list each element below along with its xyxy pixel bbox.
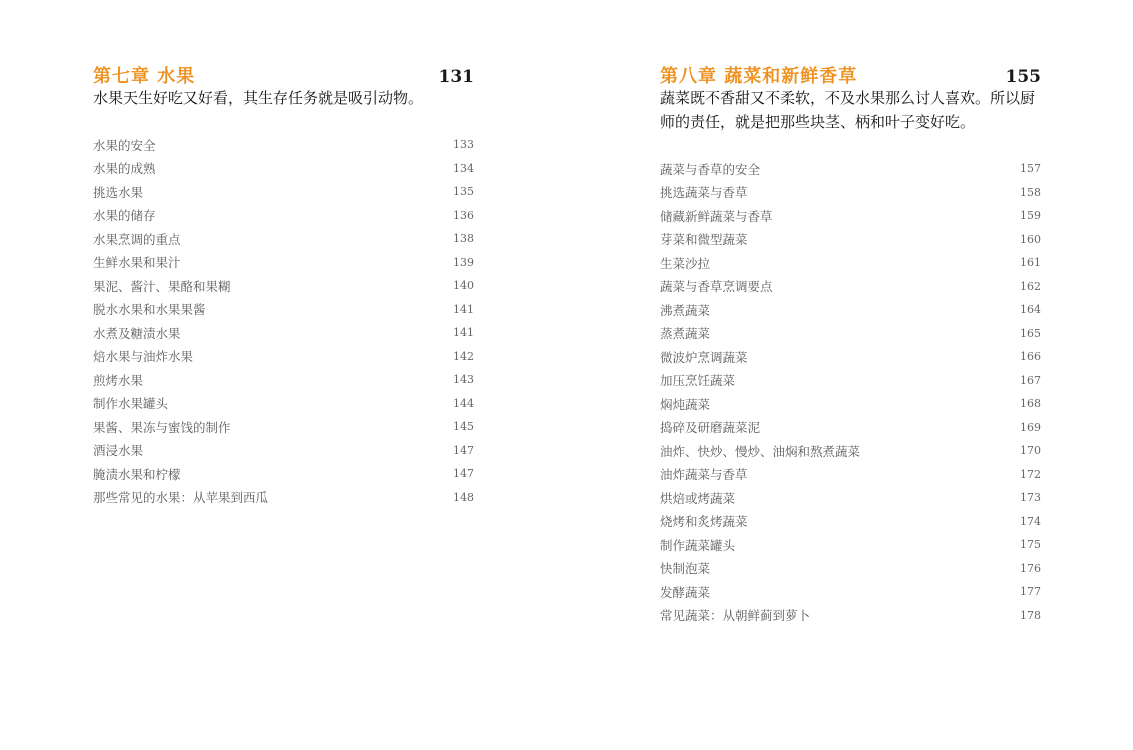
toc-entry-page: 162	[1020, 279, 1041, 293]
toc-entry-title: 水果的成熟	[93, 161, 156, 177]
toc-entry-title: 制作蔬菜罐头	[660, 537, 736, 553]
toc-entry[interactable]	[93, 368, 474, 392]
toc-entry-page: 174	[1020, 514, 1041, 528]
toc-entry[interactable]	[660, 604, 1041, 628]
toc-entry[interactable]	[660, 486, 1041, 510]
toc-entry-title: 腌渍水果和柠檬	[93, 466, 181, 482]
toc-entry-page: 167	[1020, 373, 1041, 387]
toc-entry-page: 135	[453, 185, 474, 199]
toc-entry-page: 177	[1020, 585, 1041, 599]
toc-entry-page: 138	[453, 232, 474, 246]
toc-entry-page: 147	[453, 467, 474, 481]
toc-entry-title: 蒸煮蔬菜	[660, 326, 711, 342]
toc-list	[93, 133, 474, 509]
chapter-intro: 蔬菜既不香甜又不柔软，不及水果那么讨人喜欢。所以厨师的责任，就是把那些块茎、柄和叶子变好吃。	[660, 89, 1036, 131]
toc-entry-page: 144	[453, 396, 474, 410]
toc-entry[interactable]	[660, 204, 1041, 228]
toc-entry-title: 果泥、酱汁、果酪和果糊	[93, 278, 231, 294]
toc-entry[interactable]	[93, 157, 474, 181]
toc-entry[interactable]	[660, 463, 1041, 487]
toc-entry[interactable]	[660, 510, 1041, 534]
toc-entry-title: 酒浸水果	[93, 443, 144, 459]
toc-entry[interactable]	[93, 392, 474, 416]
toc-entry[interactable]	[93, 415, 474, 439]
toc-entry-title: 蔬菜与香草的安全	[660, 161, 761, 177]
toc-entry-page: 164	[1020, 303, 1041, 317]
toc-entry-title: 储藏新鲜蔬菜与香草	[660, 208, 773, 224]
toc-entry-title: 挑选蔬菜与香草	[660, 185, 748, 201]
toc-entry[interactable]	[93, 251, 474, 275]
toc-entry[interactable]	[93, 133, 474, 157]
toc-entry[interactable]	[660, 533, 1041, 557]
toc-entry-page: 172	[1020, 467, 1041, 481]
toc-entry-title: 制作水果罐头	[93, 396, 169, 412]
toc-entry[interactable]	[660, 439, 1041, 463]
toc-entry[interactable]	[660, 345, 1041, 369]
toc-entry[interactable]	[660, 251, 1041, 275]
toc-entry[interactable]	[660, 228, 1041, 252]
chapter-page-number[interactable]: 155	[1005, 67, 1041, 87]
toc-entry-title: 发酵蔬菜	[660, 584, 711, 600]
toc-entry[interactable]	[93, 345, 474, 369]
toc-entry[interactable]	[660, 580, 1041, 604]
toc-entry-title: 水果的储存	[93, 208, 156, 224]
toc-entry-title: 沸煮蔬菜	[660, 302, 711, 318]
toc-entry-title: 煎烤水果	[93, 372, 144, 388]
toc-entry-page: 157	[1020, 162, 1041, 176]
toc-entry-page: 145	[453, 420, 474, 434]
toc-entry[interactable]	[660, 157, 1041, 181]
toc-entry[interactable]	[93, 204, 474, 228]
toc-entry-title: 生菜沙拉	[660, 255, 711, 271]
chapter-page-number[interactable]: 131	[438, 67, 474, 87]
toc-entry-title: 水果的安全	[93, 137, 156, 153]
toc-entry[interactable]	[660, 298, 1041, 322]
toc-entry[interactable]	[660, 416, 1041, 440]
toc-entry-page: 160	[1020, 232, 1041, 246]
toc-entry-title: 烧烤和炙烤蔬菜	[660, 514, 748, 530]
toc-entry-title: 加压烹饪蔬菜	[660, 373, 736, 389]
toc-entry-page: 161	[1020, 256, 1041, 270]
toc-entry-title: 油炸、快炒、慢炒、油焖和熬煮蔬菜	[660, 443, 861, 459]
chapter-header	[93, 62, 474, 86]
toc-entry-title: 脱水水果和水果果酱	[93, 302, 206, 318]
chapter-intro: 水果天生好吃又好看，其生存任务就是吸引动物。	[93, 89, 424, 107]
toc-entry[interactable]	[93, 321, 474, 345]
toc-entry-title: 那些常见的水果：从苹果到西瓜	[93, 490, 269, 506]
toc-entry-page: 141	[453, 302, 474, 316]
toc-entry[interactable]	[93, 180, 474, 204]
toc-entry[interactable]	[660, 322, 1041, 346]
toc-entry-page: 169	[1020, 420, 1041, 434]
toc-entry-title: 生鲜水果和果汁	[93, 255, 181, 271]
toc-entry-title: 快制泡菜	[660, 561, 711, 577]
toc-entry-page: 170	[1020, 444, 1041, 458]
toc-entry[interactable]	[93, 227, 474, 251]
toc-entry-title: 芽菜和微型蔬菜	[660, 232, 748, 248]
toc-entry-title: 挑选水果	[93, 184, 144, 200]
toc-entry-page: 141	[453, 326, 474, 340]
toc-entry-title: 微波炉烹调蔬菜	[660, 349, 748, 365]
toc-list	[660, 157, 1041, 627]
toc-entry-page: 140	[453, 279, 474, 293]
toc-entry-page: 148	[453, 490, 474, 504]
toc-entry-title: 焙水果与油炸水果	[93, 349, 194, 365]
toc-entry-page: 158	[1020, 185, 1041, 199]
toc-entry[interactable]	[93, 486, 474, 510]
toc-entry-title: 水煮及糖渍水果	[93, 325, 181, 341]
toc-entry-page: 134	[453, 161, 474, 175]
toc-entry-title: 水果烹调的重点	[93, 231, 181, 247]
toc-entry-page: 147	[453, 443, 474, 457]
chapter-8-section	[660, 62, 1041, 627]
toc-entry[interactable]	[660, 557, 1041, 581]
toc-entry-page: 165	[1020, 326, 1041, 340]
chapter-title[interactable]: 第七章 水果	[93, 66, 196, 87]
toc-entry-page: 139	[453, 255, 474, 269]
toc-entry-page: 178	[1020, 608, 1041, 622]
toc-entry-title: 果酱、果冻与蜜饯的制作	[93, 419, 231, 435]
toc-entry-title: 焖炖蔬菜	[660, 396, 711, 412]
toc-entry-page: 176	[1020, 561, 1041, 575]
chapter-title[interactable]: 第八章 蔬菜和新鲜香草	[660, 66, 858, 87]
toc-entry-page: 143	[453, 373, 474, 387]
toc-entry[interactable]	[660, 369, 1041, 393]
toc-entry-page: 175	[1020, 538, 1041, 552]
toc-entry[interactable]	[93, 439, 474, 463]
toc-entry-title: 烘焙或烤蔬菜	[660, 490, 736, 506]
toc-entry[interactable]	[93, 298, 474, 322]
toc-entry-page: 159	[1020, 209, 1041, 223]
toc-entry[interactable]	[660, 181, 1041, 205]
toc-entry-page: 133	[453, 138, 474, 152]
toc-entry[interactable]	[93, 274, 474, 298]
toc-entry-title: 捣碎及研磨蔬菜泥	[660, 420, 761, 436]
toc-entry-page: 166	[1020, 350, 1041, 364]
toc-entry-page: 168	[1020, 397, 1041, 411]
chapter-header	[660, 62, 1041, 86]
toc-entry[interactable]	[660, 275, 1041, 299]
toc-entry-title: 蔬菜与香草烹调要点	[660, 279, 773, 295]
toc-entry[interactable]	[93, 462, 474, 486]
chapter-7-section	[93, 62, 474, 509]
toc-entry-page: 173	[1020, 491, 1041, 505]
toc-entry-page: 136	[453, 208, 474, 222]
toc-entry[interactable]	[660, 392, 1041, 416]
toc-entry-title: 常见蔬菜：从朝鲜蓟到萝卜	[660, 608, 811, 624]
toc-entry-title: 油炸蔬菜与香草	[660, 467, 748, 483]
toc-entry-page: 142	[453, 349, 474, 363]
